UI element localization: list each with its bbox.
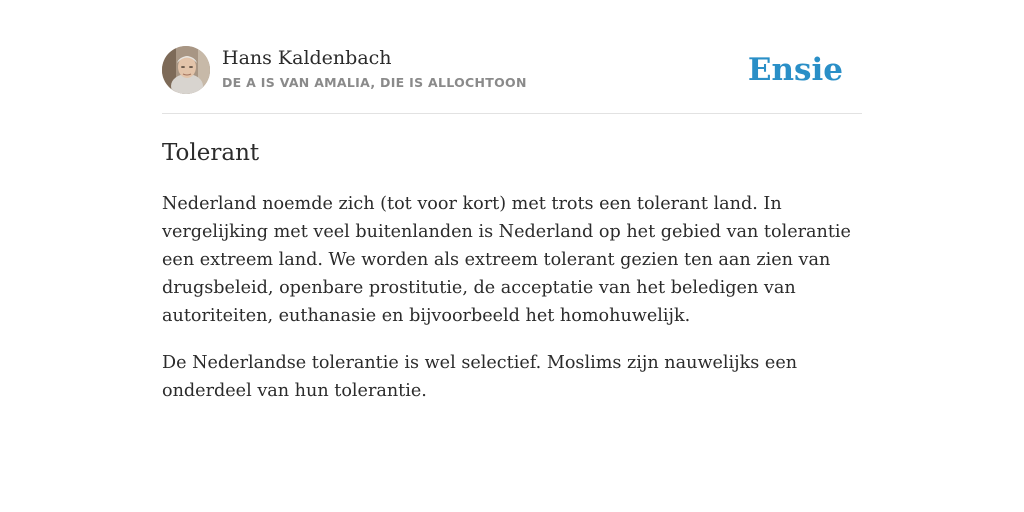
article-paragraph: Nederland noemde zich (tot voor kort) met trots een tolerant land. In vergelijking met veel buitenlanden is Nederland op het gebied van tolerantie een extreem land. We worden als extreem tolerant gezien ten aan zien van drugsbeleid, openbare prostitutie, de acceptatie van het beledigen van autoriteiten, euthanasie en bijvoorbeeld het homohuwelijk. [162, 194, 851, 326]
header-divider [162, 113, 862, 114]
author-header [162, 46, 862, 96]
author-tagline: DE A IS VAN AMALIA, DIE IS ALLOCHTOON [222, 75, 527, 90]
author-name[interactable]: Hans Kaldenbach [222, 47, 392, 69]
article-body [162, 190, 867, 424]
avatar[interactable] [162, 46, 210, 94]
author-portrait-icon [162, 46, 210, 94]
article-paragraph: De Nederlandse tolerantie is wel selectief. Moslims zijn nauwelijks een onderdeel van hun tolerantie. [162, 353, 798, 401]
site-logo[interactable]: Ensie [747, 52, 843, 88]
article-title: Tolerant [162, 140, 260, 166]
